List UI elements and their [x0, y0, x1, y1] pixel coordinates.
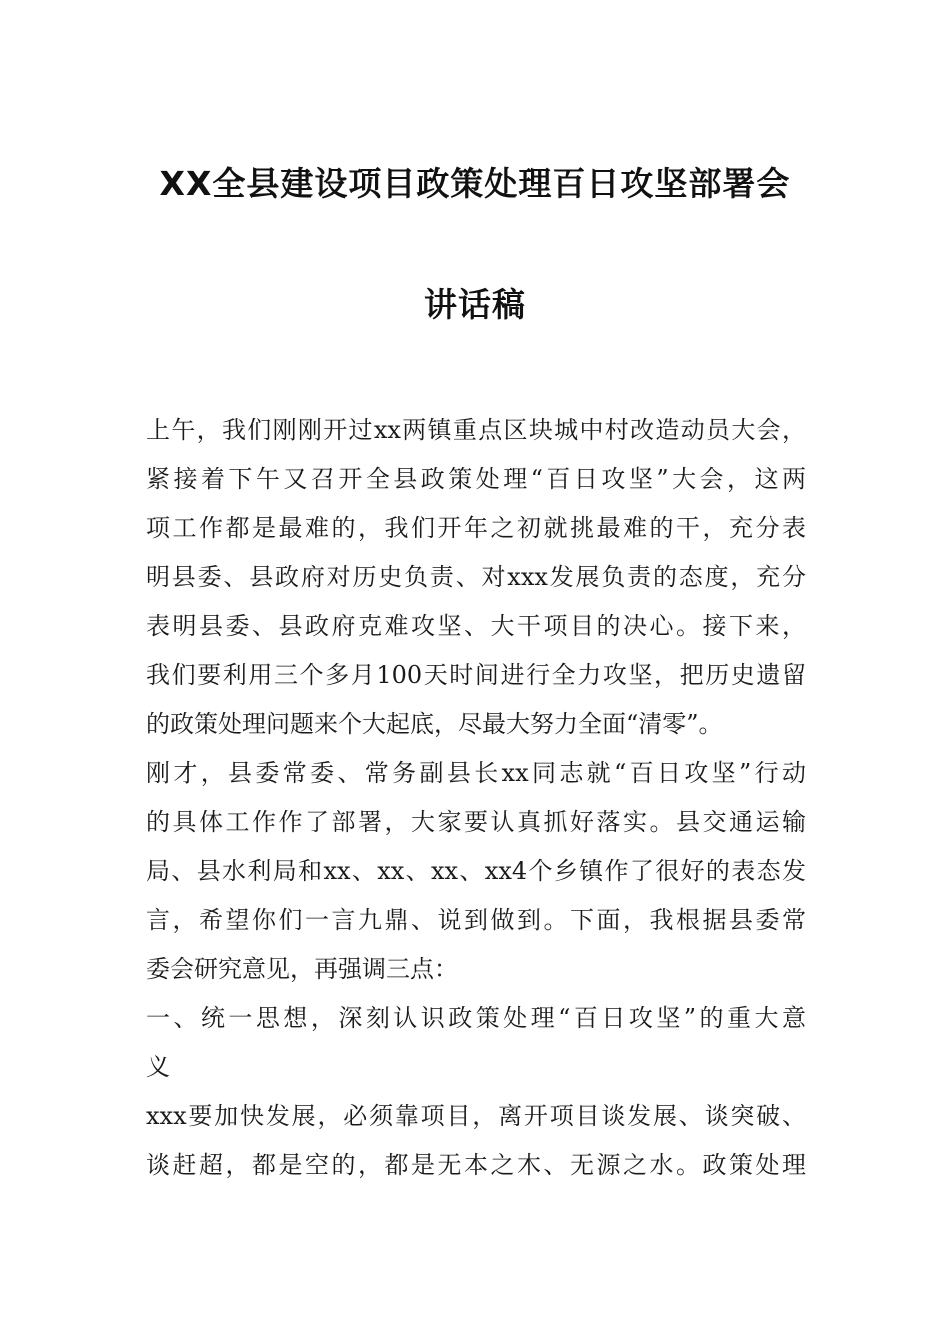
section-heading-line: 义 [146, 1053, 170, 1081]
paragraph-line: 委会研究意见，再强调三点： [146, 955, 458, 983]
paragraph-line: 的政策处理问题来个大起底，尽最大努力全面“清零”。 [146, 710, 723, 738]
document-subtitle: 讲话稿 [424, 285, 526, 324]
paragraph-line: 紧接着下午又召开全县政策处理“百日攻坚”大会，这两 [146, 465, 806, 493]
paragraph-line: 表明县委、县政府克难攻坚、大干项目的决心。接下来， [146, 612, 806, 640]
paragraph-line: 局、县水利局和xx、xx、xx、xx4个乡镇作了很好的表态发 [146, 857, 806, 885]
paragraph-line: 项工作都是最难的，我们开年之初就挑最难的干，充分表 [146, 514, 806, 542]
paragraph-line: 刚才，县委常委、常务副县长xx同志就“百日攻坚”行动 [146, 759, 806, 787]
paragraph-line: 上午，我们刚刚开过xx两镇重点区块城中村改造动员大会， [146, 416, 806, 444]
paragraph-line: 言，希望你们一言九鼎、说到做到。下面，我根据县委常 [146, 906, 806, 934]
paragraph-line: xxx要加快发展，必须靠项目，离开项目谈发展、谈突破、 [146, 1102, 806, 1130]
document-title: XX全县建设项目政策处理百日攻坚部署会 [159, 164, 791, 203]
section-heading-line: 一、统一思想，深刻认识政策处理“百日攻坚”的重大意 [146, 1004, 806, 1032]
paragraph-line: 的具体工作作了部署，大家要认真抓好落实。县交通运输 [146, 808, 806, 836]
paragraph-line: 我们要利用三个多月100天时间进行全力攻坚，把历史遗留 [146, 661, 806, 689]
paragraph-line: 谈赶超，都是空的，都是无本之木、无源之水。政策处理 [146, 1151, 806, 1179]
paragraph-line: 明县委、县政府对历史负责、对xxx发展负责的态度，充分 [146, 563, 806, 591]
